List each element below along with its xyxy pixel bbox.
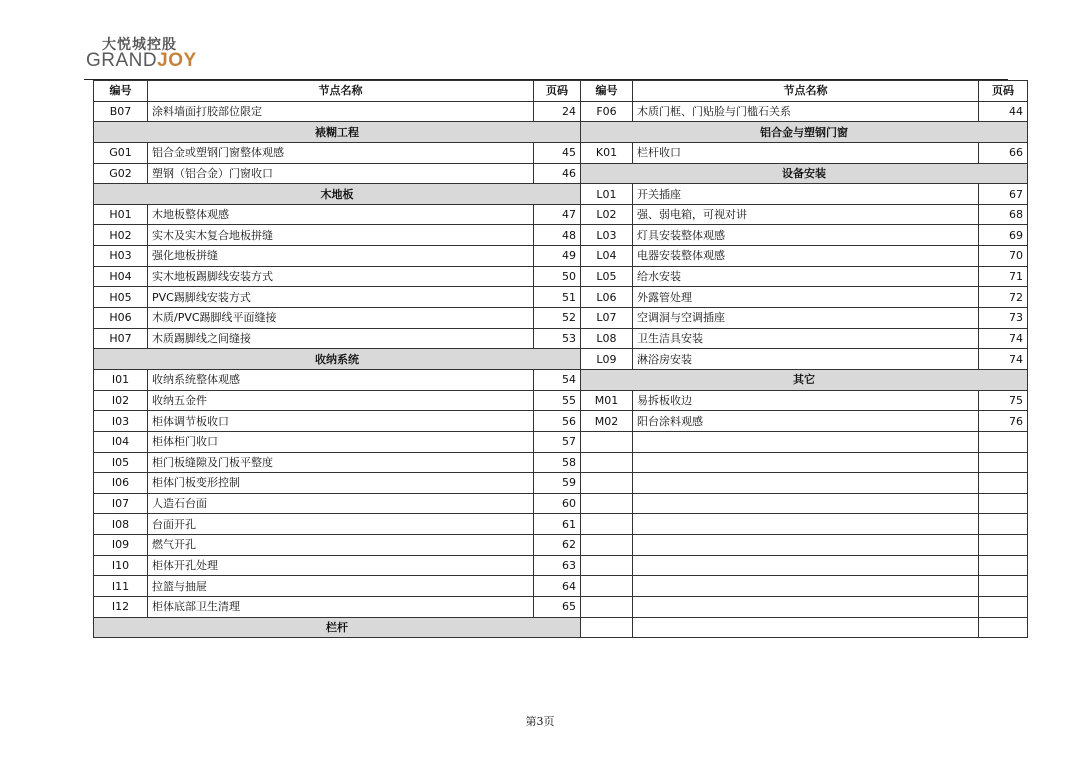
entry-page: 57 (534, 431, 581, 452)
page-number: 第3页 (525, 715, 555, 728)
toc-table (93, 80, 1028, 638)
entry-page: 59 (534, 473, 581, 494)
entry-name: 柜体门板变形控制 (148, 473, 534, 494)
empty-cell (633, 576, 979, 597)
empty-cell (979, 576, 1028, 597)
toc-header-row (94, 81, 1028, 102)
entry-name: 强化地板拼缝 (148, 246, 534, 267)
empty-cell (581, 493, 633, 514)
entry-page: 67 (979, 184, 1028, 205)
toc-row (94, 266, 1028, 287)
empty-cell (979, 535, 1028, 556)
empty-cell (581, 431, 633, 452)
entry-name: 灯具安装整体观感 (633, 225, 979, 246)
entry-name: 卫生洁具安装 (633, 328, 979, 349)
entry-name: 空调洞与空调插座 (633, 308, 979, 329)
entry-page: 65 (534, 597, 581, 618)
entry-name: 燃气开孔 (148, 535, 534, 556)
toc-row (94, 411, 1028, 432)
entry-name: 塑钢（铝合金）门窗收口 (148, 163, 534, 184)
entry-code: H01 (94, 204, 148, 225)
section-heading: 栏杆 (94, 617, 581, 638)
entry-page: 24 (534, 101, 581, 122)
entry-name: 柜体柜门收口 (148, 431, 534, 452)
entry-name: 木质门框、门贴脸与门槛石关系 (633, 101, 979, 122)
logo-english-joy: JOY (157, 50, 197, 71)
entry-name: 柜体开孔处理 (148, 555, 534, 576)
toc-row (94, 597, 1028, 618)
entry-code: I10 (94, 555, 148, 576)
entry-page: 56 (534, 411, 581, 432)
entry-name: 拉篮与抽屉 (148, 576, 534, 597)
toc-row (94, 349, 1028, 370)
entry-page: 64 (534, 576, 581, 597)
toc-row (94, 225, 1028, 246)
entry-name: 人造石台面 (148, 493, 534, 514)
entry-page: 54 (534, 369, 581, 390)
entry-code: I01 (94, 369, 148, 390)
entry-name: 栏杆收口 (633, 142, 979, 163)
toc-row (94, 287, 1028, 308)
entry-code: H07 (94, 328, 148, 349)
entry-code: L07 (581, 308, 633, 329)
entry-page: 71 (979, 266, 1028, 287)
entry-page: 60 (534, 493, 581, 514)
entry-name: 电器安装整体观感 (633, 246, 979, 267)
entry-code: L09 (581, 349, 633, 370)
toc-row (94, 101, 1028, 122)
header-page-right: 页码 (979, 81, 1028, 102)
toc-row (94, 369, 1028, 390)
entry-page: 62 (534, 535, 581, 556)
entry-name: 收纳五金件 (148, 390, 534, 411)
entry-page: 68 (979, 204, 1028, 225)
toc-row (94, 142, 1028, 163)
section-heading: 铝合金与塑钢门窗 (581, 122, 1028, 143)
empty-cell (979, 597, 1028, 618)
section-heading: 裱糊工程 (94, 122, 581, 143)
toc-row (94, 328, 1028, 349)
entry-code: I04 (94, 431, 148, 452)
entry-page: 76 (979, 411, 1028, 432)
entry-page: 53 (534, 328, 581, 349)
entry-name: PVC踢脚线安装方式 (148, 287, 534, 308)
toc-row (94, 493, 1028, 514)
section-heading: 设备安装 (581, 163, 1028, 184)
empty-cell (581, 555, 633, 576)
entry-code: I07 (94, 493, 148, 514)
empty-cell (979, 493, 1028, 514)
entry-page: 51 (534, 287, 581, 308)
section-heading: 木地板 (94, 184, 581, 205)
entry-name: 开关插座 (633, 184, 979, 205)
entry-code: K01 (581, 142, 633, 163)
header-code-left: 编号 (94, 81, 148, 102)
section-heading: 收纳系统 (94, 349, 581, 370)
entry-page: 55 (534, 390, 581, 411)
header-name-left: 节点名称 (148, 81, 534, 102)
entry-code: I06 (94, 473, 148, 494)
entry-code: H04 (94, 266, 148, 287)
empty-cell (633, 514, 979, 535)
toc-row (94, 246, 1028, 267)
entry-code: H06 (94, 308, 148, 329)
entry-code: G02 (94, 163, 148, 184)
entry-page: 66 (979, 142, 1028, 163)
entry-name: 实木及实木复合地板拼缝 (148, 225, 534, 246)
entry-name: 易拆板收边 (633, 390, 979, 411)
empty-cell (633, 452, 979, 473)
toc-row (94, 452, 1028, 473)
entry-page: 48 (534, 225, 581, 246)
entry-page: 69 (979, 225, 1028, 246)
entry-page: 74 (979, 328, 1028, 349)
entry-page: 47 (534, 204, 581, 225)
toc-row (94, 617, 1028, 638)
toc-row (94, 473, 1028, 494)
entry-code: I02 (94, 390, 148, 411)
entry-code: I12 (94, 597, 148, 618)
empty-cell (581, 452, 633, 473)
entry-name: 收纳系统整体观感 (148, 369, 534, 390)
empty-cell (633, 493, 979, 514)
entry-code: M01 (581, 390, 633, 411)
entry-code: F06 (581, 101, 633, 122)
toc-row (94, 555, 1028, 576)
empty-cell (979, 555, 1028, 576)
entry-name: 实木地板踢脚线安装方式 (148, 266, 534, 287)
toc-row (94, 163, 1028, 184)
entry-page: 46 (534, 163, 581, 184)
entry-page: 44 (979, 101, 1028, 122)
empty-cell (979, 617, 1028, 638)
entry-code: M02 (581, 411, 633, 432)
entry-name: 涂料墙面打胶部位限定 (148, 101, 534, 122)
entry-page: 72 (979, 287, 1028, 308)
empty-cell (979, 514, 1028, 535)
entry-code: I05 (94, 452, 148, 473)
header-page-left: 页码 (534, 81, 581, 102)
toc-row (94, 535, 1028, 556)
entry-code: I08 (94, 514, 148, 535)
entry-name: 木质/PVC踢脚线平面缝接 (148, 308, 534, 329)
empty-cell (581, 576, 633, 597)
entry-code: L04 (581, 246, 633, 267)
empty-cell (581, 514, 633, 535)
entry-code: L01 (581, 184, 633, 205)
entry-name: 给水安装 (633, 266, 979, 287)
entry-code: H03 (94, 246, 148, 267)
header-code-right: 编号 (581, 81, 633, 102)
entry-name: 铝合金或塑钢门窗整体观感 (148, 142, 534, 163)
toc-row (94, 204, 1028, 225)
empty-cell (633, 431, 979, 452)
entry-code: L08 (581, 328, 633, 349)
entry-page: 45 (534, 142, 581, 163)
entry-code: I03 (94, 411, 148, 432)
entry-name: 柜体底部卫生清理 (148, 597, 534, 618)
entry-page: 52 (534, 308, 581, 329)
entry-code: H05 (94, 287, 148, 308)
empty-cell (581, 473, 633, 494)
toc-row (94, 122, 1028, 143)
entry-page: 63 (534, 555, 581, 576)
entry-name: 强、弱电箱，可视对讲 (633, 204, 979, 225)
entry-code: L05 (581, 266, 633, 287)
empty-cell (581, 597, 633, 618)
logo-chinese-name: 大悦城控股 (102, 37, 177, 53)
empty-cell (979, 431, 1028, 452)
logo-english-grand: GRAND (86, 50, 158, 71)
entry-page: 50 (534, 266, 581, 287)
entry-code: L06 (581, 287, 633, 308)
empty-cell (633, 555, 979, 576)
toc-row (94, 431, 1028, 452)
entry-name: 阳台涂料观感 (633, 411, 979, 432)
empty-cell (633, 473, 979, 494)
header-name-right: 节点名称 (633, 81, 979, 102)
empty-cell (633, 617, 979, 638)
entry-name: 淋浴房安装 (633, 349, 979, 370)
toc-row (94, 514, 1028, 535)
toc-row (94, 390, 1028, 411)
entry-code: I11 (94, 576, 148, 597)
entry-name: 外露管处理 (633, 287, 979, 308)
logo-english-name (86, 50, 197, 72)
entry-code: L02 (581, 204, 633, 225)
entry-name: 木质踢脚线之间缝接 (148, 328, 534, 349)
entry-code: I09 (94, 535, 148, 556)
entry-name: 台面开孔 (148, 514, 534, 535)
empty-cell (633, 597, 979, 618)
empty-cell (979, 473, 1028, 494)
entry-name: 柜体调节板收口 (148, 411, 534, 432)
entry-code: H02 (94, 225, 148, 246)
toc-row (94, 184, 1028, 205)
empty-cell (581, 617, 633, 638)
entry-page: 61 (534, 514, 581, 535)
entry-name: 柜门板缝隙及门板平整度 (148, 452, 534, 473)
entry-code: G01 (94, 142, 148, 163)
entry-code: L03 (581, 225, 633, 246)
section-heading: 其它 (581, 369, 1028, 390)
entry-page: 75 (979, 390, 1028, 411)
toc-row (94, 308, 1028, 329)
toc-body (94, 101, 1028, 638)
entry-code: B07 (94, 101, 148, 122)
empty-cell (979, 452, 1028, 473)
entry-name: 木地板整体观感 (148, 204, 534, 225)
entry-page: 49 (534, 246, 581, 267)
entry-page: 73 (979, 308, 1028, 329)
entry-page: 74 (979, 349, 1028, 370)
entry-page: 70 (979, 246, 1028, 267)
empty-cell (633, 535, 979, 556)
toc-row (94, 576, 1028, 597)
entry-page: 58 (534, 452, 581, 473)
empty-cell (581, 535, 633, 556)
